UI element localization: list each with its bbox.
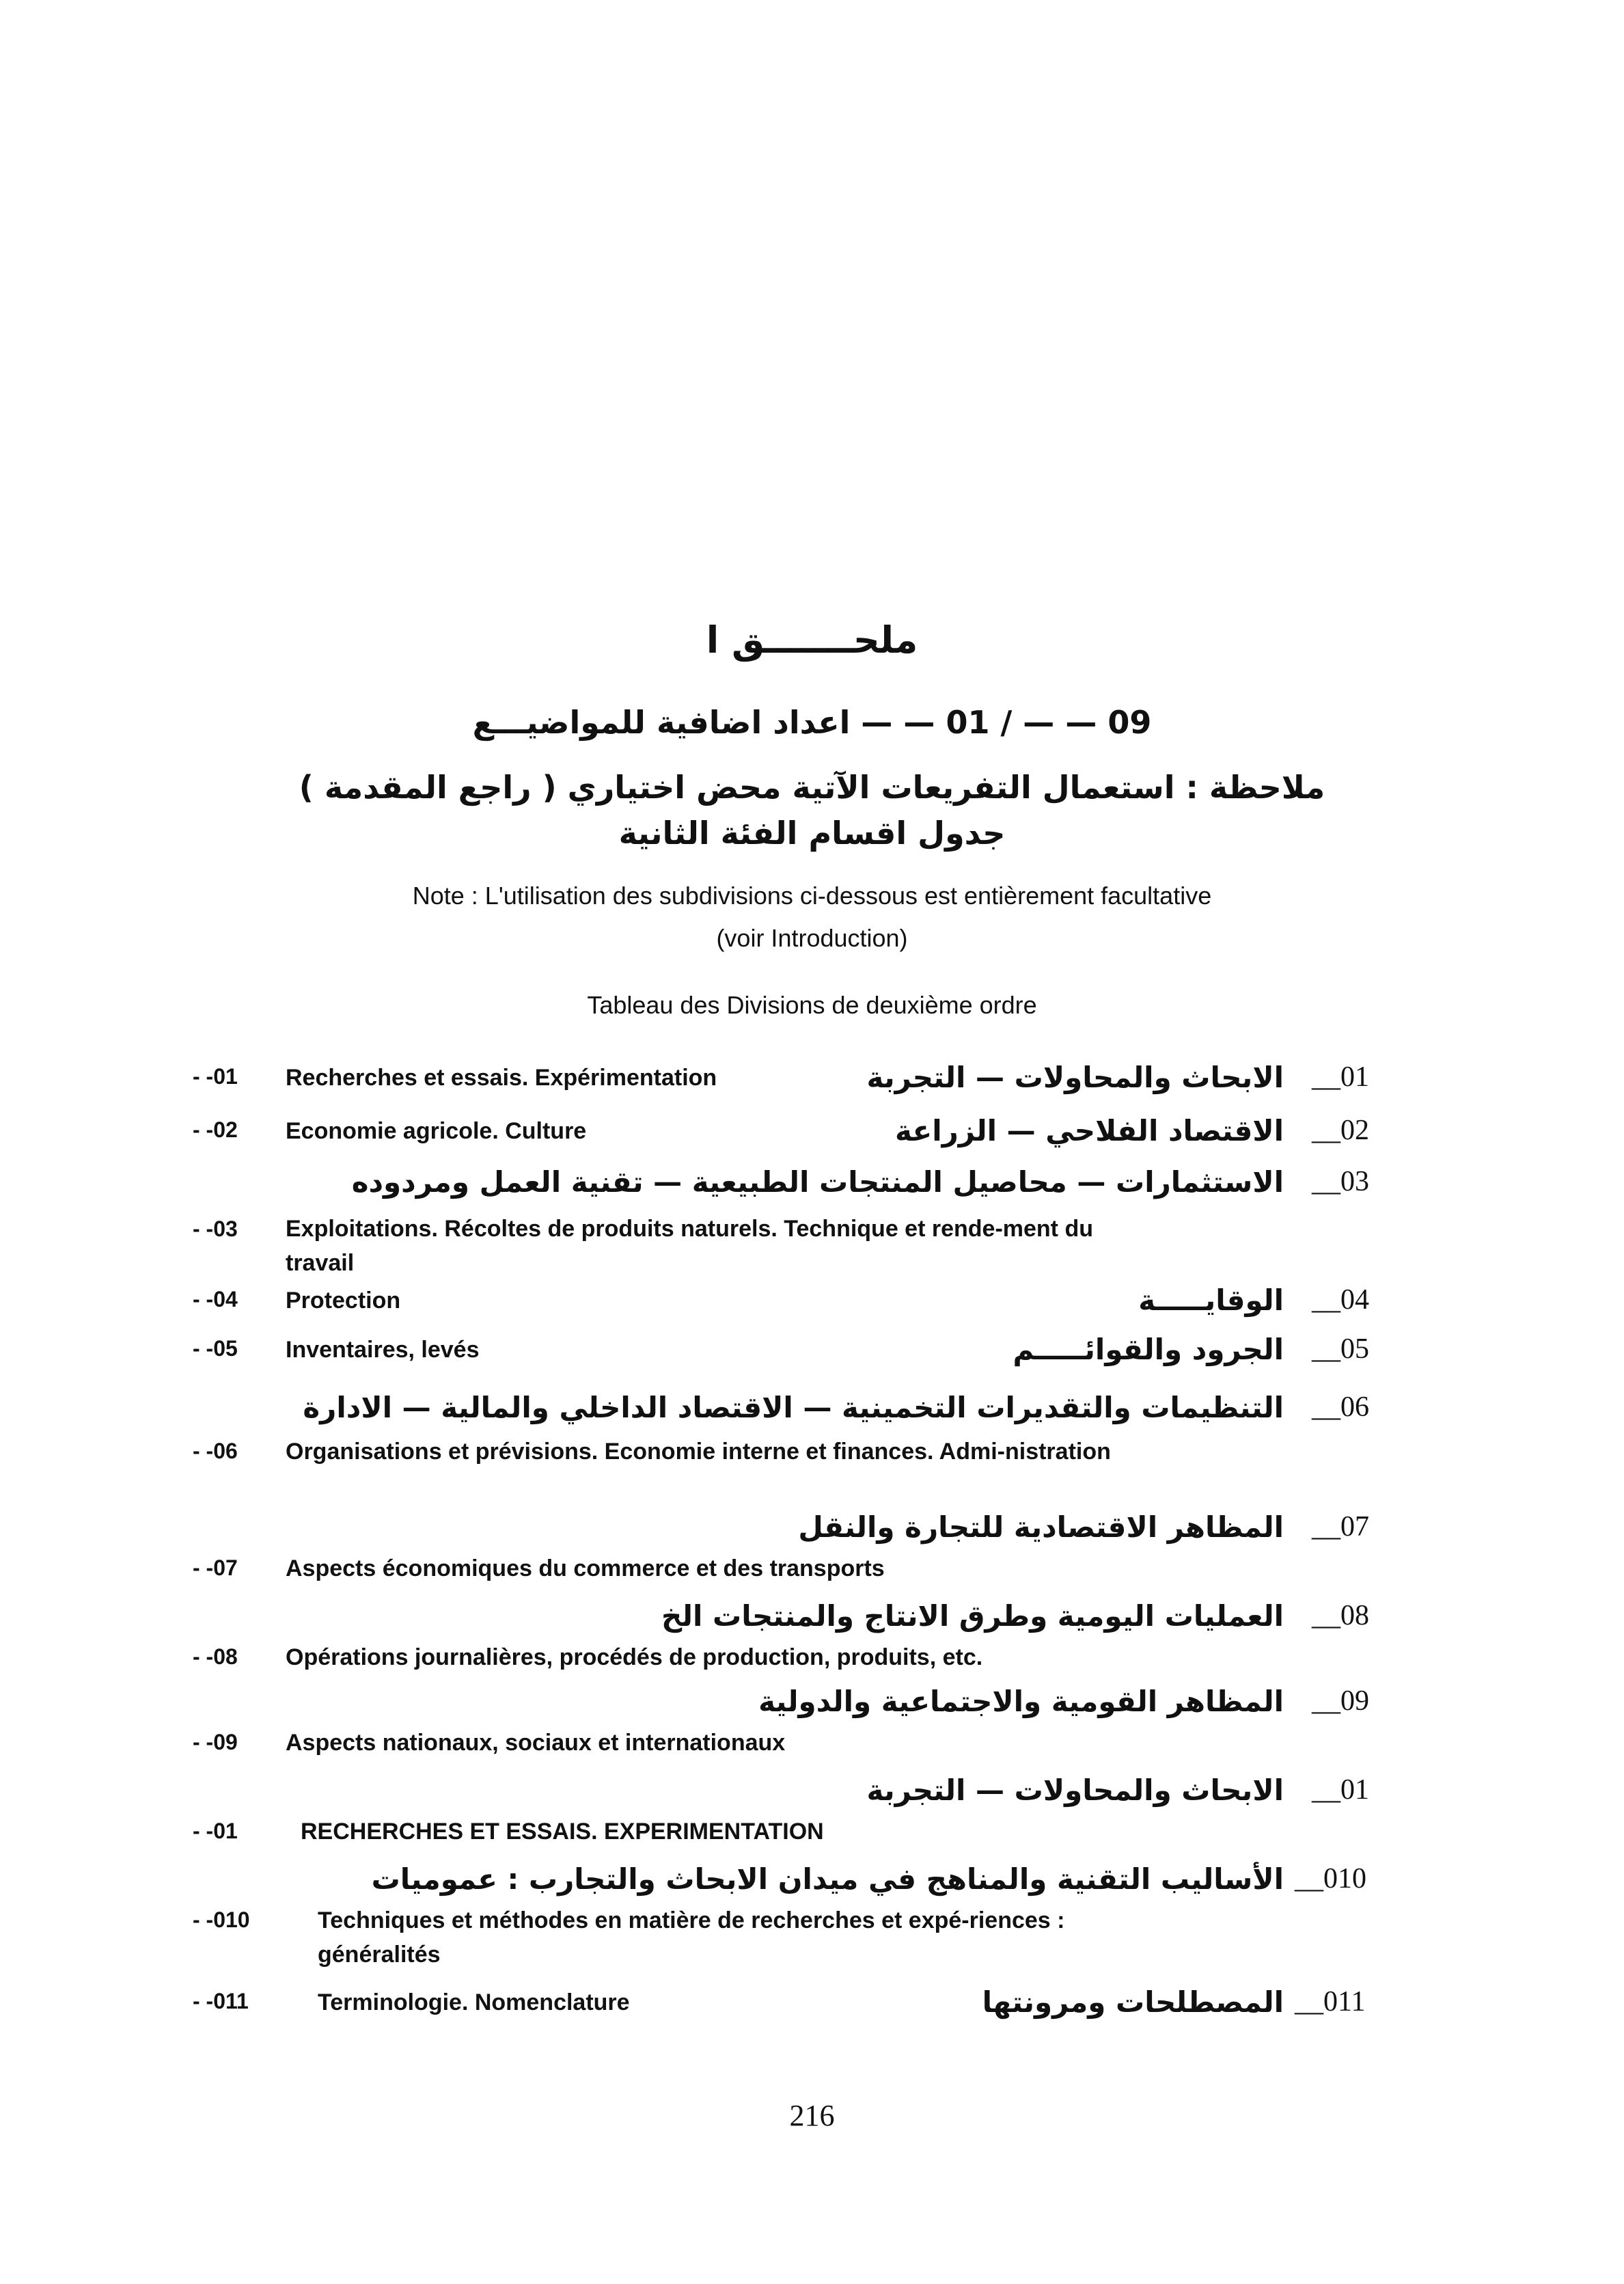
entry-code-right: __03 (1312, 1166, 1369, 1197)
entry-code-left: - -010 (193, 1907, 250, 1932)
page-number: 216 (789, 2099, 835, 2132)
entry-french: Organisations et prévisions. Economie interne et finances. Admi-nistration (286, 1439, 1111, 1465)
entry-french: Protection (286, 1288, 401, 1314)
entry-code-right: __09 (1312, 1685, 1369, 1717)
entry-french: RECHERCHES ET ESSAIS. EXPERIMENTATION (301, 1819, 824, 1845)
entry-arabic: الوقايـــــة (1138, 1283, 1284, 1317)
note-french-line-2: (voir Introduction) (716, 924, 908, 952)
entry-code-right: __010 (1295, 1863, 1366, 1894)
entry-french: Inventaires, levés (286, 1337, 480, 1363)
entry-code-right: __011 (1295, 1986, 1366, 2017)
annex-title: ملحـــــــق ا (706, 618, 918, 662)
entry-code-right: __07 (1312, 1511, 1369, 1542)
entry-french: Opérations journalières, procédés de production, produits, etc. (286, 1644, 983, 1670)
entry-code-left: - -02 (193, 1117, 238, 1142)
entry-french: Recherches et essais. Expérimentation (286, 1065, 717, 1091)
entry-code-right: __02 (1312, 1115, 1369, 1146)
entry-arabic: الابحاث والمحاولات — التجربة (866, 1773, 1284, 1807)
entry-code-left: - -05 (193, 1336, 238, 1361)
note-arabic-line-1: ملاحظة : استعمال التفريعات الآتية محض اختياري ( راجع المقدمة ) (299, 769, 1325, 806)
entry-code-left: - -06 (193, 1439, 238, 1463)
entry-code-left: - -03 (193, 1216, 238, 1241)
entry-french: Economie agricole. Culture (286, 1118, 587, 1144)
entry-code-left: - -08 (193, 1644, 238, 1669)
entry-arabic: التنظيمات والتقديرات التخمينية — الاقتصاد الداخلي والمالية — الادارة (303, 1391, 1284, 1424)
tableau-title: Tableau des Divisions de deuxième ordre (587, 991, 1037, 1019)
entry-french: Terminologie. Nomenclature (318, 1989, 630, 2015)
entry-code-right: __05 (1312, 1333, 1369, 1365)
entry-arabic: الأساليب التقنية والمناهج في ميدان الابحاث والتجارب : عموميات (371, 1862, 1284, 1896)
section-title: 09 — — / 01 — — اعداد اضافية للمواضيـــع (472, 704, 1152, 741)
entry-code-right: __01 (1312, 1061, 1369, 1093)
entry-code-right: __08 (1312, 1600, 1369, 1631)
entry-french: Aspects économiques du commerce et des transports (286, 1555, 885, 1581)
entry-arabic: المظاهر القومية والاجتماعية والدولية (758, 1685, 1284, 1718)
entry-arabic: الجرود والقوائـــــم (1013, 1333, 1284, 1366)
entry-arabic: الاستثمارات — محاصيل المنتجات الطبيعية — تقنية العمل ومردوده (351, 1165, 1284, 1199)
entry-code-left: - -011 (193, 1989, 249, 2013)
entry-arabic: العمليات اليومية وطرق الانتاج والمنتجات الخ (661, 1599, 1284, 1633)
entry-code-right: __04 (1312, 1284, 1369, 1316)
entry-french: Techniques et méthodes en matière de recherches et expé-riences : généralités (318, 1907, 1065, 1968)
note-arabic-line-2: جدول اقسام الفئة الثانية (618, 815, 1006, 852)
entry-code-left: - -01 (193, 1819, 238, 1843)
entry-code-left: - -07 (193, 1555, 238, 1580)
entry-french: Exploitations. Récoltes de produits naturels. Technique et rende-ment du travail (286, 1216, 1093, 1276)
entry-french: Aspects nationaux, sociaux et internationaux (286, 1730, 786, 1756)
note-french-line-1: Note : L'utilisation des subdivisions ci-dessous est entièrement facultative (412, 882, 1212, 910)
entry-code-right: __01 (1312, 1774, 1369, 1806)
entry-arabic: المظاهر الاقتصادية للتجارة والنقل (798, 1510, 1284, 1544)
entry-code-left: - -09 (193, 1730, 238, 1754)
entry-code-right: __06 (1312, 1391, 1369, 1423)
entry-code-left: - -01 (193, 1064, 238, 1089)
entry-arabic: الاقتصاد الفلاحي — الزراعة (895, 1114, 1284, 1147)
entry-arabic: المصطلحات ومرونتها (982, 1985, 1284, 2019)
entry-arabic: الابحاث والمحاولات — التجربة (866, 1061, 1284, 1094)
entry-code-left: - -04 (193, 1287, 238, 1311)
